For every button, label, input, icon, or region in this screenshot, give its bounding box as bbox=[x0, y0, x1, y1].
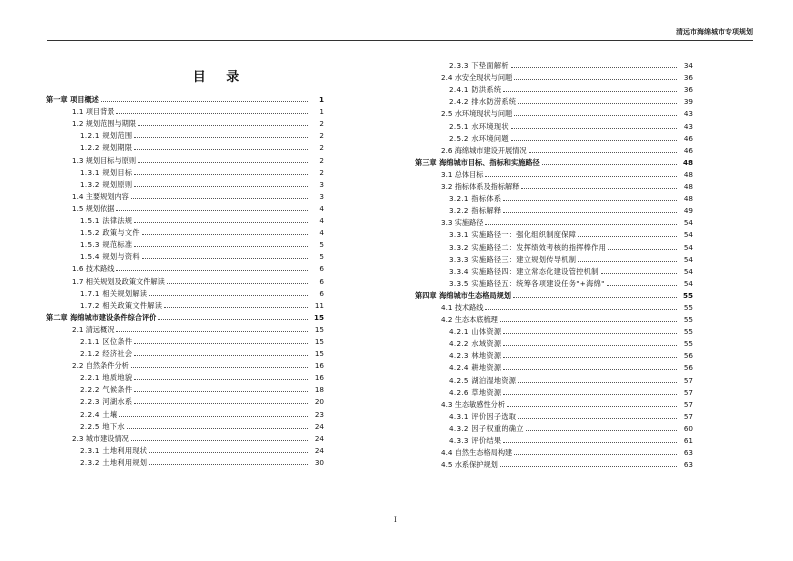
toc-entry-page: 4 bbox=[319, 203, 324, 213]
toc-entry-label: 1.4 主要规划内容 bbox=[72, 191, 129, 201]
toc-entry-page: 55 bbox=[683, 315, 693, 325]
toc-entry[interactable] bbox=[46, 237, 324, 249]
toc-entry[interactable] bbox=[46, 92, 324, 104]
toc-entry[interactable] bbox=[415, 155, 693, 167]
toc-entry-label: 3.3 实施路径 bbox=[441, 218, 484, 228]
toc-entry-page: 46 bbox=[683, 145, 693, 155]
toc-leader-dots bbox=[149, 295, 308, 296]
toc-entry[interactable] bbox=[415, 94, 693, 106]
toc-entry-label: 1.5.4 规划与资料 bbox=[80, 252, 140, 262]
toc-entry-page: 15 bbox=[314, 336, 324, 346]
toc-entry-page: 4 bbox=[319, 216, 324, 226]
toc-entry-label: 2.5.2 水环境问题 bbox=[449, 133, 509, 143]
toc-entry[interactable] bbox=[46, 431, 324, 443]
toc-leader-dots bbox=[578, 261, 677, 262]
toc-entry-page: 56 bbox=[683, 351, 693, 361]
toc-leader-dots bbox=[607, 285, 677, 286]
toc-entry-page: 55 bbox=[683, 327, 693, 337]
toc-leader-dots bbox=[514, 454, 677, 455]
toc-entry-label: 2.3.2 土地利用规划 bbox=[80, 457, 148, 467]
toc-column-left bbox=[46, 92, 324, 467]
toc-entry[interactable] bbox=[46, 443, 324, 455]
toc-entry-label: 2.1.2 经济社会 bbox=[80, 349, 133, 359]
toc-entry[interactable] bbox=[415, 348, 693, 360]
toc-entry-page: 2 bbox=[319, 131, 324, 141]
toc-entry[interactable] bbox=[46, 286, 324, 298]
toc-leader-dots bbox=[134, 403, 308, 404]
toc-entry-page: 48 bbox=[683, 169, 693, 179]
toc-entry-label: 3.2.2 指标解释 bbox=[449, 206, 502, 216]
toc-entry-page: 2 bbox=[319, 143, 324, 153]
toc-entry-label: 4.2 生态本底梳理 bbox=[441, 315, 498, 325]
toc-entry[interactable] bbox=[46, 152, 324, 164]
toc-entry[interactable] bbox=[46, 177, 324, 189]
toc-leader-dots bbox=[511, 140, 677, 141]
toc-entry-page: 48 bbox=[683, 182, 693, 192]
toc-entry-label: 2.1 清远概况 bbox=[72, 324, 115, 334]
toc-entry[interactable] bbox=[46, 249, 324, 261]
toc-leader-dots bbox=[119, 416, 308, 417]
toc-leader-dots bbox=[134, 246, 308, 247]
toc-leader-dots bbox=[167, 283, 308, 284]
toc-entry[interactable] bbox=[415, 239, 693, 251]
toc-entry-page: 6 bbox=[319, 288, 324, 298]
toc-entry-page: 56 bbox=[683, 363, 693, 373]
toc-leader-dots bbox=[503, 394, 677, 395]
toc-entry-page: 3 bbox=[319, 179, 324, 189]
toc-entry-page: 63 bbox=[683, 448, 693, 458]
toc-entry-label: 第三章 海绵城市目标、指标和实施路径 bbox=[415, 157, 540, 167]
toc-entry-label: 1.2.2 规划期限 bbox=[80, 143, 133, 153]
toc-leader-dots bbox=[134, 186, 308, 187]
toc-entry-label: 4.2.5 湖泊湿地资源 bbox=[449, 375, 517, 385]
toc-entry[interactable] bbox=[46, 116, 324, 128]
toc-entry-label: 1.5.1 法律法规 bbox=[80, 216, 133, 226]
toc-entry-page: 24 bbox=[314, 421, 324, 431]
toc-leader-dots bbox=[518, 382, 677, 383]
toc-entry[interactable] bbox=[415, 179, 693, 191]
page-number: I bbox=[394, 516, 397, 524]
toc-entry-label: 2.3 城市建设情况 bbox=[72, 433, 129, 443]
toc-entry-page: 39 bbox=[683, 97, 693, 107]
toc-leader-dots bbox=[134, 391, 308, 392]
toc-entry-label: 1.5.2 政策与文件 bbox=[80, 228, 140, 238]
toc-entry[interactable] bbox=[46, 189, 324, 201]
toc-entry-label: 1.5 规划依据 bbox=[72, 203, 115, 213]
toc-entry[interactable] bbox=[415, 118, 693, 130]
toc-entry-label: 4.3.3 评价结果 bbox=[449, 436, 502, 445]
toc-title: 目 录 bbox=[192, 70, 248, 85]
toc-entry[interactable] bbox=[415, 227, 693, 239]
toc-leader-dots bbox=[608, 249, 677, 250]
toc-entry-page: 24 bbox=[314, 445, 324, 455]
toc-entry-page: 2 bbox=[319, 119, 324, 129]
toc-entry-page: 1 bbox=[319, 107, 324, 117]
toc-leader-dots bbox=[134, 149, 308, 150]
toc-leader-dots bbox=[542, 164, 677, 165]
toc-entry-label: 3.3.2 实施路径二：发挥绩效考核的指挥棒作用 bbox=[449, 242, 607, 252]
toc-entry-label: 3.3.4 实施路径四：建立常态化建设管控机制 bbox=[449, 266, 599, 276]
toc-entry[interactable] bbox=[415, 336, 693, 348]
toc-entry-page: 23 bbox=[314, 409, 324, 419]
toc-entry-label: 1.3.1 规划目标 bbox=[80, 167, 133, 177]
toc-leader-dots bbox=[127, 428, 308, 429]
toc-entry[interactable] bbox=[46, 406, 324, 418]
toc-entry-label: 4.5 水系保护规划 bbox=[441, 460, 498, 470]
toc-leader-dots bbox=[131, 367, 308, 368]
toc-leader-dots bbox=[131, 198, 308, 199]
toc-entry-label: 1.3 规划目标与原则 bbox=[72, 155, 137, 165]
toc-entry-page: 55 bbox=[682, 290, 693, 300]
toc-entry-label: 4.3 生态敏感性分析 bbox=[441, 399, 506, 409]
toc-leader-dots bbox=[485, 309, 677, 310]
toc-leader-dots bbox=[101, 101, 308, 102]
toc-entry-label: 2.2.2 气候条件 bbox=[80, 385, 133, 395]
toc-entry[interactable] bbox=[415, 300, 693, 312]
toc-entry-label: 2.6 海绵城市建设开展情况 bbox=[441, 145, 527, 155]
toc-entry-label: 3.3.1 实施路径一：强化组织制度保障 bbox=[449, 230, 577, 240]
toc-entry[interactable] bbox=[415, 252, 693, 264]
toc-entry[interactable] bbox=[415, 131, 693, 143]
toc-entry[interactable] bbox=[46, 334, 324, 346]
toc-entry-page: 15 bbox=[314, 324, 324, 334]
toc-entry[interactable] bbox=[415, 288, 693, 300]
toc-entry-page: 48 bbox=[682, 157, 693, 167]
toc-leader-dots bbox=[149, 464, 308, 465]
toc-leader-dots bbox=[513, 297, 677, 298]
toc-entry[interactable] bbox=[415, 264, 693, 276]
toc-entry-page: 2 bbox=[319, 155, 324, 165]
toc-entry[interactable] bbox=[415, 457, 693, 469]
toc-entry-page: 16 bbox=[314, 373, 324, 383]
toc-leader-dots bbox=[138, 162, 308, 163]
toc-leader-dots bbox=[518, 418, 677, 419]
toc-entry[interactable] bbox=[415, 397, 693, 409]
toc-leader-dots bbox=[601, 273, 677, 274]
toc-entry-page: 49 bbox=[683, 206, 693, 216]
toc-entry-page: 5 bbox=[319, 252, 324, 262]
toc-leader-dots bbox=[514, 115, 677, 116]
toc-leader-dots bbox=[134, 343, 308, 344]
toc-entry-label: 3.3.3 实施路径三：建立规划传导机制 bbox=[449, 254, 577, 264]
toc-entry-label: 3.2.1 指标体系 bbox=[449, 194, 502, 204]
toc-entry-label: 1.7.1 相关规划解读 bbox=[80, 288, 148, 298]
toc-entry-label: 1.7 相关规划及政策文件解读 bbox=[72, 276, 165, 286]
toc-entry[interactable] bbox=[46, 455, 324, 467]
toc-entry-label: 1.2 规划范围与期限 bbox=[72, 119, 137, 129]
toc-entry[interactable] bbox=[415, 203, 693, 215]
toc-entry-page: 48 bbox=[683, 194, 693, 204]
toc-entry-page: 43 bbox=[683, 109, 693, 119]
toc-entry[interactable] bbox=[46, 213, 324, 225]
toc-entry[interactable] bbox=[415, 191, 693, 203]
toc-entry-page: 57 bbox=[683, 375, 693, 385]
toc-entry[interactable] bbox=[46, 261, 324, 273]
toc-leader-dots bbox=[521, 188, 677, 189]
toc-entry-page: 55 bbox=[683, 339, 693, 349]
toc-entry[interactable] bbox=[46, 310, 324, 322]
toc-entry-page: 54 bbox=[683, 266, 693, 276]
toc-entry[interactable] bbox=[415, 433, 693, 445]
toc-entry[interactable] bbox=[46, 322, 324, 334]
toc-entry-page: 20 bbox=[314, 397, 324, 407]
toc-entry-page: 55 bbox=[683, 302, 693, 312]
toc-entry-label: 3.3.5 实施路径五：统筹各项建设任务"+海绵" bbox=[449, 278, 605, 288]
toc-entry-label: 2.4 水安全现状与问题 bbox=[441, 73, 513, 83]
toc-entry-label: 1.2.1 规划范围 bbox=[80, 131, 133, 141]
toc-entry[interactable] bbox=[46, 382, 324, 394]
toc-entry-label: 2.2.3 河湖水系 bbox=[80, 397, 133, 407]
toc-entry-page: 6 bbox=[319, 264, 324, 274]
toc-entry-label: 4.4 自然生态格局构建 bbox=[441, 448, 513, 458]
toc-entry-page: 16 bbox=[314, 361, 324, 371]
toc-entry-page: 57 bbox=[683, 411, 693, 421]
toc-entry-label: 1.3.2 规划原则 bbox=[80, 179, 133, 189]
toc-leader-dots bbox=[134, 137, 308, 138]
toc-entry-page: 43 bbox=[683, 121, 693, 131]
toc-entry[interactable] bbox=[415, 82, 693, 94]
toc-leader-dots bbox=[142, 234, 308, 235]
toc-entry[interactable] bbox=[415, 58, 693, 70]
toc-entry-label: 2.2 自然条件分析 bbox=[72, 361, 129, 371]
toc-leader-dots bbox=[116, 210, 308, 211]
toc-entry[interactable] bbox=[46, 370, 324, 382]
toc-entry[interactable] bbox=[46, 419, 324, 431]
toc-leader-dots bbox=[503, 345, 677, 346]
toc-leader-dots bbox=[485, 224, 677, 225]
toc-leader-dots bbox=[116, 113, 308, 114]
toc-leader-dots bbox=[507, 406, 677, 407]
toc-entry-label: 2.2.5 地下水 bbox=[80, 421, 125, 431]
toc-entry-page: 1 bbox=[318, 95, 324, 105]
toc-leader-dots bbox=[511, 128, 677, 129]
toc-entry-label: 第四章 海绵城市生态格局规划 bbox=[415, 290, 511, 300]
toc-entry-label: 第一章 项目概述 bbox=[46, 95, 99, 105]
toc-entry-page: 11 bbox=[314, 300, 324, 310]
toc-entry-page: 36 bbox=[683, 73, 693, 83]
toc-entry[interactable] bbox=[46, 273, 324, 285]
toc-entry[interactable] bbox=[415, 372, 693, 384]
toc-leader-dots bbox=[514, 79, 677, 80]
toc-entry[interactable] bbox=[415, 385, 693, 397]
toc-entry[interactable] bbox=[46, 104, 324, 116]
toc-entry-label: 2.4.2 排水防涝系统 bbox=[449, 97, 517, 107]
toc-leader-dots bbox=[500, 321, 677, 322]
toc-entry[interactable] bbox=[415, 324, 693, 336]
toc-entry-page: 3 bbox=[319, 191, 324, 201]
toc-leader-dots bbox=[116, 270, 308, 271]
header-title: 清远市海绵城市专项规划 bbox=[676, 28, 753, 36]
toc-leader-dots bbox=[503, 333, 677, 334]
toc-entry[interactable] bbox=[46, 358, 324, 370]
toc-leader-dots bbox=[503, 91, 677, 92]
toc-entry-page: 54 bbox=[683, 230, 693, 240]
toc-entry[interactable] bbox=[46, 201, 324, 213]
toc-leader-dots bbox=[164, 307, 308, 308]
toc-leader-dots bbox=[518, 103, 677, 104]
toc-leader-dots bbox=[511, 67, 677, 68]
toc-leader-dots bbox=[529, 152, 677, 153]
toc-entry[interactable] bbox=[46, 140, 324, 152]
toc-leader-dots bbox=[134, 174, 308, 175]
toc-entry[interactable] bbox=[415, 215, 693, 227]
toc-leader-dots bbox=[503, 357, 677, 358]
toc-entry-label: 4.2.1 山体资源 bbox=[449, 327, 502, 337]
toc-entry[interactable] bbox=[415, 276, 693, 288]
toc-leader-dots bbox=[134, 355, 308, 356]
toc-entry-page: 18 bbox=[314, 385, 324, 395]
toc-entry[interactable] bbox=[415, 409, 693, 421]
toc-entry[interactable] bbox=[46, 394, 324, 406]
toc-entry-label: 2.5.1 水环境现状 bbox=[449, 121, 509, 131]
toc-entry-page: 34 bbox=[683, 61, 693, 71]
toc-leader-dots bbox=[134, 379, 308, 380]
header-divider bbox=[47, 40, 753, 41]
toc-entry-label: 4.2.3 林地资源 bbox=[449, 351, 502, 361]
toc-leader-dots bbox=[503, 200, 677, 201]
toc-entry-page: 61 bbox=[683, 436, 693, 445]
toc-entry-label: 第二章 海绵城市建设条件综合评价 bbox=[46, 312, 157, 322]
toc-entry-label: 2.4.1 防洪系统 bbox=[449, 85, 502, 95]
toc-entry-page: 54 bbox=[683, 254, 693, 264]
toc-entry[interactable] bbox=[415, 421, 693, 433]
toc-leader-dots bbox=[131, 440, 308, 441]
toc-entry[interactable] bbox=[415, 106, 693, 118]
toc-leader-dots bbox=[500, 466, 677, 467]
toc-leader-dots bbox=[142, 258, 308, 259]
toc-leader-dots bbox=[503, 212, 677, 213]
toc-entry[interactable] bbox=[46, 165, 324, 177]
toc-entry-page: 60 bbox=[683, 423, 693, 433]
toc-leader-dots bbox=[485, 176, 677, 177]
toc-leader-dots bbox=[138, 125, 308, 126]
toc-entry-page: 4 bbox=[319, 228, 324, 238]
page-header bbox=[0, 0, 793, 40]
toc-entry[interactable] bbox=[415, 445, 693, 457]
toc-leader-dots bbox=[134, 222, 308, 223]
toc-entry-page: 54 bbox=[683, 218, 693, 228]
toc-entry[interactable] bbox=[46, 128, 324, 140]
toc-entry-label: 3.2 指标体系及指标解释 bbox=[441, 182, 520, 192]
toc-entry-label: 2.3.3 下垫面解析 bbox=[449, 61, 509, 71]
toc-entry[interactable] bbox=[415, 143, 693, 155]
toc-entry-label: 4.2.4 耕地资源 bbox=[449, 363, 502, 373]
toc-entry-label: 1.1 项目背景 bbox=[72, 107, 115, 117]
toc-entry[interactable] bbox=[415, 167, 693, 179]
toc-entry-page: 15 bbox=[314, 349, 324, 359]
toc-entry-label: 1.6 技术路线 bbox=[72, 264, 115, 274]
toc-entry[interactable] bbox=[415, 360, 693, 372]
toc-leader-dots bbox=[158, 319, 308, 320]
toc-entry-page: 2 bbox=[319, 167, 324, 177]
toc-entry-page: 63 bbox=[683, 460, 693, 470]
toc-leader-dots bbox=[526, 430, 677, 431]
toc-entry-label: 4.2.6 草地资源 bbox=[449, 387, 502, 397]
toc-entry-page: 6 bbox=[319, 276, 324, 286]
toc-entry-label: 2.1.1 区位条件 bbox=[80, 336, 133, 346]
toc-entry-label: 1.5.3 规范标准 bbox=[80, 240, 133, 250]
toc-entry-label: 4.3.2 因子权重的确立 bbox=[449, 423, 524, 433]
toc-leader-dots bbox=[149, 452, 308, 453]
toc-entry-label: 4.3.1 评价因子选取 bbox=[449, 411, 517, 421]
toc-column-right bbox=[415, 58, 693, 469]
toc-entry-label: 2.2.4 土壤 bbox=[80, 409, 118, 419]
toc-entry-page: 54 bbox=[683, 242, 693, 252]
toc-entry[interactable] bbox=[46, 225, 324, 237]
toc-entry-label: 2.3.1 土地利用现状 bbox=[80, 445, 148, 455]
toc-entry-page: 30 bbox=[314, 457, 324, 467]
toc-leader-dots bbox=[116, 331, 308, 332]
toc-entry[interactable] bbox=[46, 346, 324, 358]
toc-entry[interactable] bbox=[415, 70, 693, 82]
toc-entry[interactable] bbox=[46, 298, 324, 310]
toc-entry-page: 54 bbox=[683, 278, 693, 288]
toc-entry-label: 4.2.2 水域资源 bbox=[449, 339, 502, 349]
toc-entry-page: 15 bbox=[313, 312, 324, 322]
toc-entry-label: 1.7.2 相关政策文件解读 bbox=[80, 300, 163, 310]
toc-leader-dots bbox=[503, 369, 677, 370]
toc-entry-label: 4.1 技术路线 bbox=[441, 302, 484, 312]
toc-entry-page: 36 bbox=[683, 85, 693, 95]
toc-entry-label: 2.5 水环境现状与问题 bbox=[441, 109, 513, 119]
toc-entry-page: 24 bbox=[314, 433, 324, 443]
toc-entry-page: 5 bbox=[319, 240, 324, 250]
toc-entry-page: 57 bbox=[683, 387, 693, 397]
toc-leader-dots bbox=[503, 442, 677, 443]
toc-entry-label: 3.1 总体目标 bbox=[441, 169, 484, 179]
toc-entry[interactable] bbox=[415, 312, 693, 324]
toc-entry-page: 57 bbox=[683, 399, 693, 409]
toc-entry-page: 46 bbox=[683, 133, 693, 143]
toc-leader-dots bbox=[578, 236, 677, 237]
toc-entry-label: 2.2.1 地质地貌 bbox=[80, 373, 133, 383]
